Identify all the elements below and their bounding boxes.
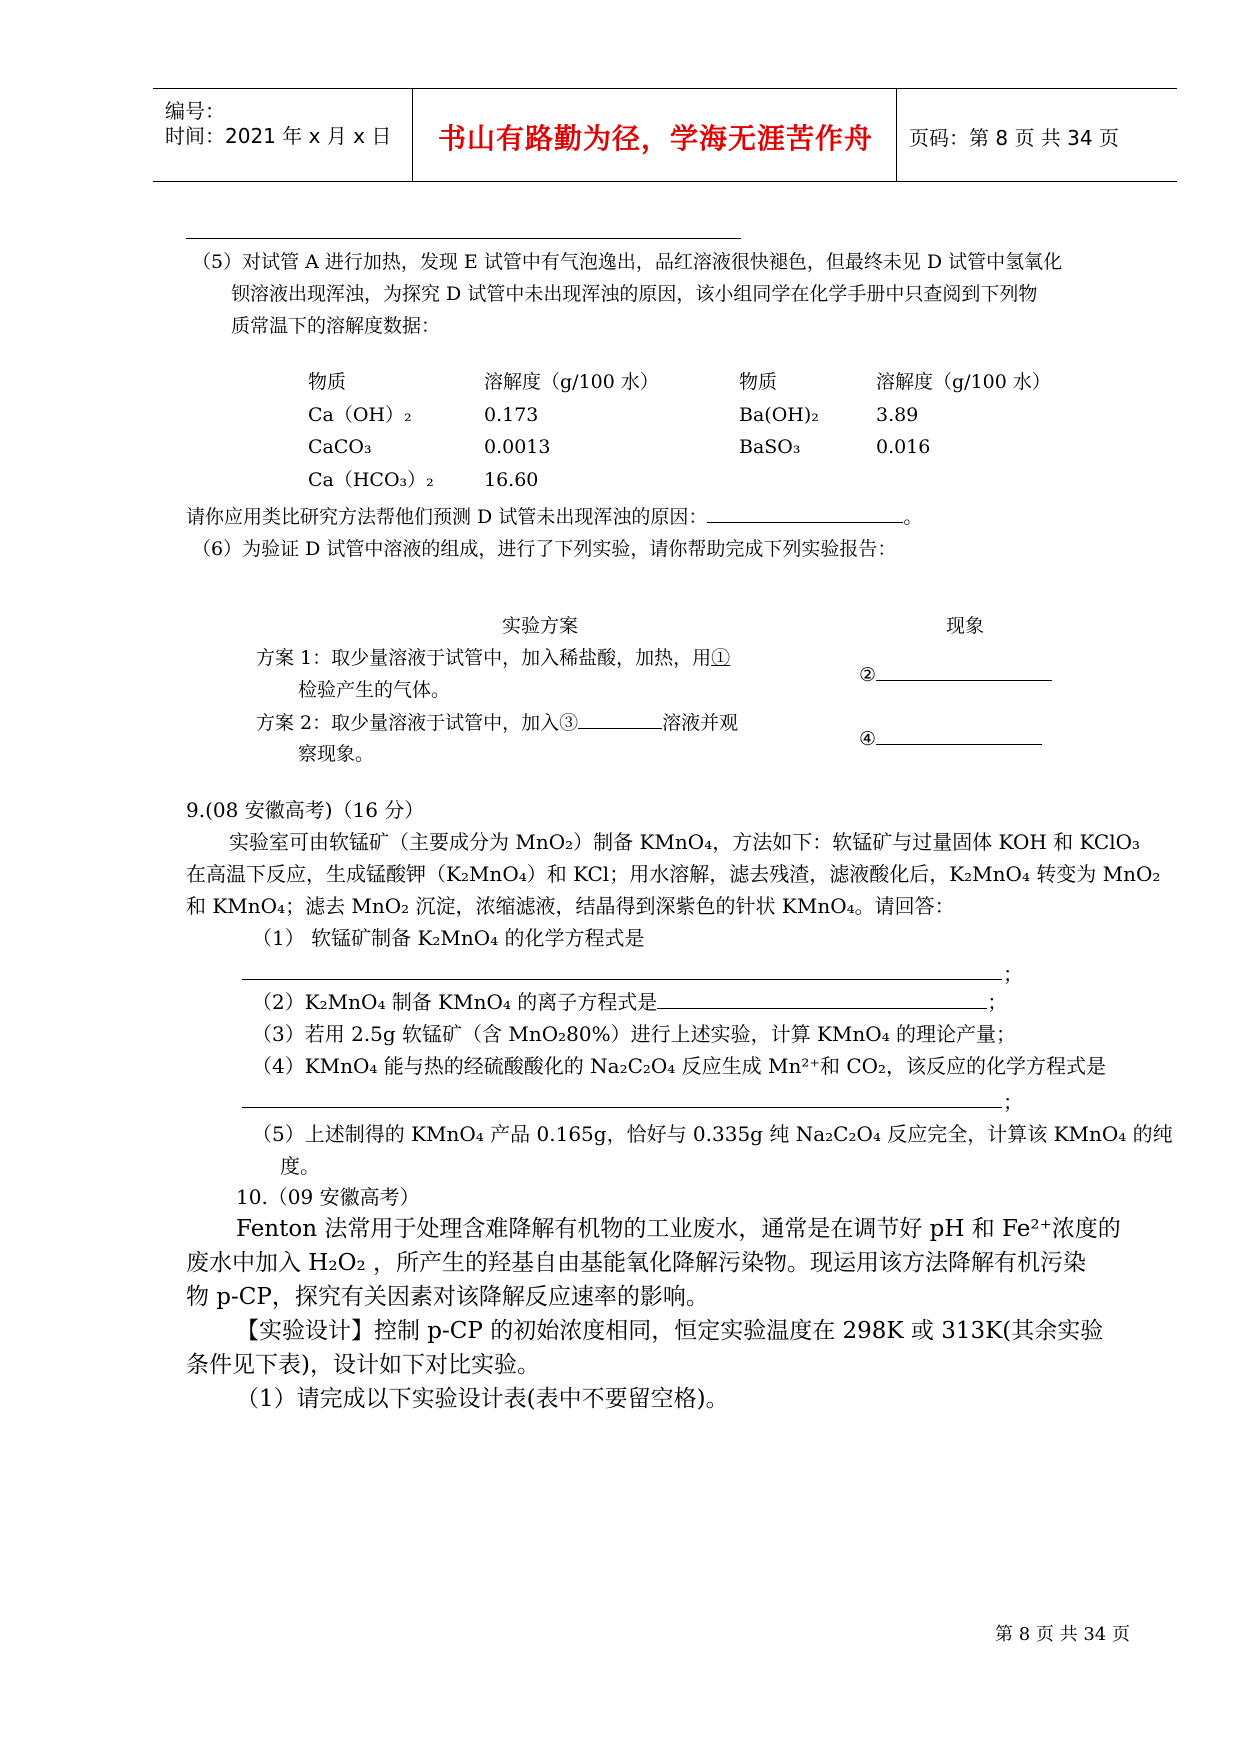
q9-sub2-text: （2）K₂MnO₄ 制备 KMnO₄ 的离子方程式是 [252, 990, 658, 1014]
table-cell: 16.60 [484, 469, 539, 491]
answer-blank[interactable] [876, 722, 1042, 745]
q6-col-plan: 实验方案 [502, 615, 579, 637]
q9-sub2 [252, 986, 1007, 1019]
q9-sub1: （1） 软锰矿制备 K₂MnO₄ 的化学方程式是 [252, 926, 645, 950]
q6-plan1-line1 [256, 642, 730, 674]
answer-blank[interactable] [578, 706, 662, 729]
q6-intro: （6）为验证 D 试管中溶液的组成，进行了下列实验，请你帮助完成下列实验报告： [192, 538, 897, 560]
q9-title: 9.(08 安徽高考)（16 分） [186, 798, 425, 822]
q10-line6: （1）请完成以下实验设计表(表中不要留空格)。 [236, 1386, 729, 1412]
table-cell: Ba(OH)₂ [739, 404, 819, 426]
table-cell: Ca（HCO₃）₂ [308, 469, 434, 491]
q10-line3: 物 p-CP，探究有关因素对该降解反应速率的影响。 [186, 1284, 709, 1310]
q9-para3: 和 KMnO₄；滤去 MnO₂ 沉淀，浓缩滤液，结晶得到深紫色的针状 KMnO₄。请回答： [186, 894, 955, 918]
q6-mark2-row [859, 658, 1052, 691]
q6-col-phenomenon: 现象 [946, 615, 985, 637]
q9-sub5-line1: （5）上述制得的 KMnO₄ 产品 0.165g，恰好与 0.335g 纯 Na₂C₂O₄ 反应完全，计算该 KMnO₄ 的纯 [252, 1122, 1173, 1146]
q9-sub5-line2: 度。 [280, 1154, 320, 1178]
table-header-substance: 物质 [739, 371, 778, 393]
page-header [153, 88, 1177, 182]
q10-title: 10.（09 安徽高考） [236, 1185, 420, 1209]
q6-plan2-tail: 溶液并观 [662, 712, 739, 734]
q5-ask-text: 请你应用类比研究方法帮他们预测 D 试管未出现浑浊的原因： [186, 506, 708, 528]
header-divider [896, 89, 897, 181]
q10-line5: 条件见下表)，设计如下对比实验。 [186, 1352, 540, 1378]
table-cell: 0.016 [876, 436, 931, 458]
table-cell: 0.173 [484, 404, 539, 426]
semicolon: ； [1003, 1090, 1023, 1114]
answer-blank[interactable] [707, 500, 903, 523]
table-header-solubility: 溶解度（g/100 水） [876, 371, 1051, 393]
answer-blank[interactable] [657, 986, 987, 1009]
page-footer: 第 8 页 共 34 页 [995, 1624, 1130, 1645]
semicolon: ； [987, 990, 1008, 1014]
q6-plan2-text: 方案 2：取少量溶液于试管中，加入③ [256, 712, 579, 734]
q5-end: 。 [903, 506, 923, 528]
q6-mark4-row [859, 722, 1042, 755]
header-divider [412, 89, 413, 181]
header-motto: 书山有路勤为径，学海无涯苦作舟 [438, 122, 874, 155]
answer-line[interactable] [242, 1107, 1002, 1108]
q6-plan2-line1 [256, 706, 738, 739]
header-page-info: 页码：第 8 页 共 34 页 [909, 126, 1119, 150]
q6-plan2-line2: 察现象。 [298, 743, 375, 765]
q9-para1: 实验室可由软锰矿（主要成分为 MnO₂）制备 KMnO₄，方法如下：软锰矿与过量固体 KOH 和 KClO₃ [229, 830, 1141, 854]
q5-line1: （5）对试管 A 进行加热，发现 E 试管中有气泡逸出，品红溶液很快褪色，但最终未见 D 试管中氢氧化 [192, 251, 1063, 273]
header-number-label: 编号： [165, 99, 225, 123]
table-cell: BaSO₃ [739, 436, 801, 458]
table-header-substance: 物质 [308, 371, 347, 393]
answer-line[interactable] [242, 979, 1002, 980]
q10-line1: Fenton 法常用于处理含难降解有机物的工业废水，通常是在调节好 pH 和 Fe²⁺浓度的 [236, 1216, 1121, 1242]
semicolon: ； [1003, 962, 1023, 986]
q6-mark2: ② [859, 664, 877, 686]
q5-line2: 钡溶液出现浑浊，为探究 D 试管中未出现浑浊的原因，该小组同学在化学手册中只查阅到下列物 [231, 283, 1038, 305]
q10-line2: 废水中加入 H₂O₂ ，所产生的羟基自由基能氧化降解污染物。现运用该方法降解有机污染 [186, 1250, 1086, 1276]
q9-para2: 在高温下反应，生成锰酸钾（K₂MnO₄）和 KCl；用水溶解，滤去残渣，滤液酸化后，K₂MnO₄ 转变为 MnO₂ [186, 862, 1161, 886]
q9-sub4: （4）KMnO₄ 能与热的经硫酸酸化的 Na₂C₂O₄ 反应生成 Mn²⁺和 CO₂，该反应的化学方程式是 [252, 1054, 1107, 1078]
answer-blank[interactable] [876, 658, 1052, 681]
table-cell: Ca（OH）₂ [308, 404, 412, 426]
table-cell: 3.89 [876, 404, 919, 426]
q6-mark4: ④ [859, 728, 877, 750]
q6-mark1: ① [711, 647, 731, 669]
q5-line3: 质常温下的溶解度数据： [231, 315, 441, 337]
q10-line4: 【实验设计】控制 p-CP 的初始浓度相同，恒定实验温度在 298K 或 313K(其余实验 [236, 1318, 1104, 1344]
separator-line [186, 238, 741, 239]
q9-sub3: （3）若用 2.5g 软锰矿（含 MnO₂80%）进行上述实验，计算 KMnO₄ 的理论产量； [252, 1022, 1017, 1046]
q5-ask [186, 500, 922, 533]
q6-plan1-line2: 检验产生的气体。 [298, 679, 451, 701]
table-cell: 0.0013 [484, 436, 551, 458]
q6-plan1-text: 方案 1：取少量溶液于试管中，加入稀盐酸，加热，用 [256, 647, 712, 669]
table-header-solubility: 溶解度（g/100 水） [484, 371, 659, 393]
header-time-label: 时间：2021 年 x 月 x 日 [165, 124, 392, 148]
table-cell: CaCO₃ [308, 436, 372, 458]
